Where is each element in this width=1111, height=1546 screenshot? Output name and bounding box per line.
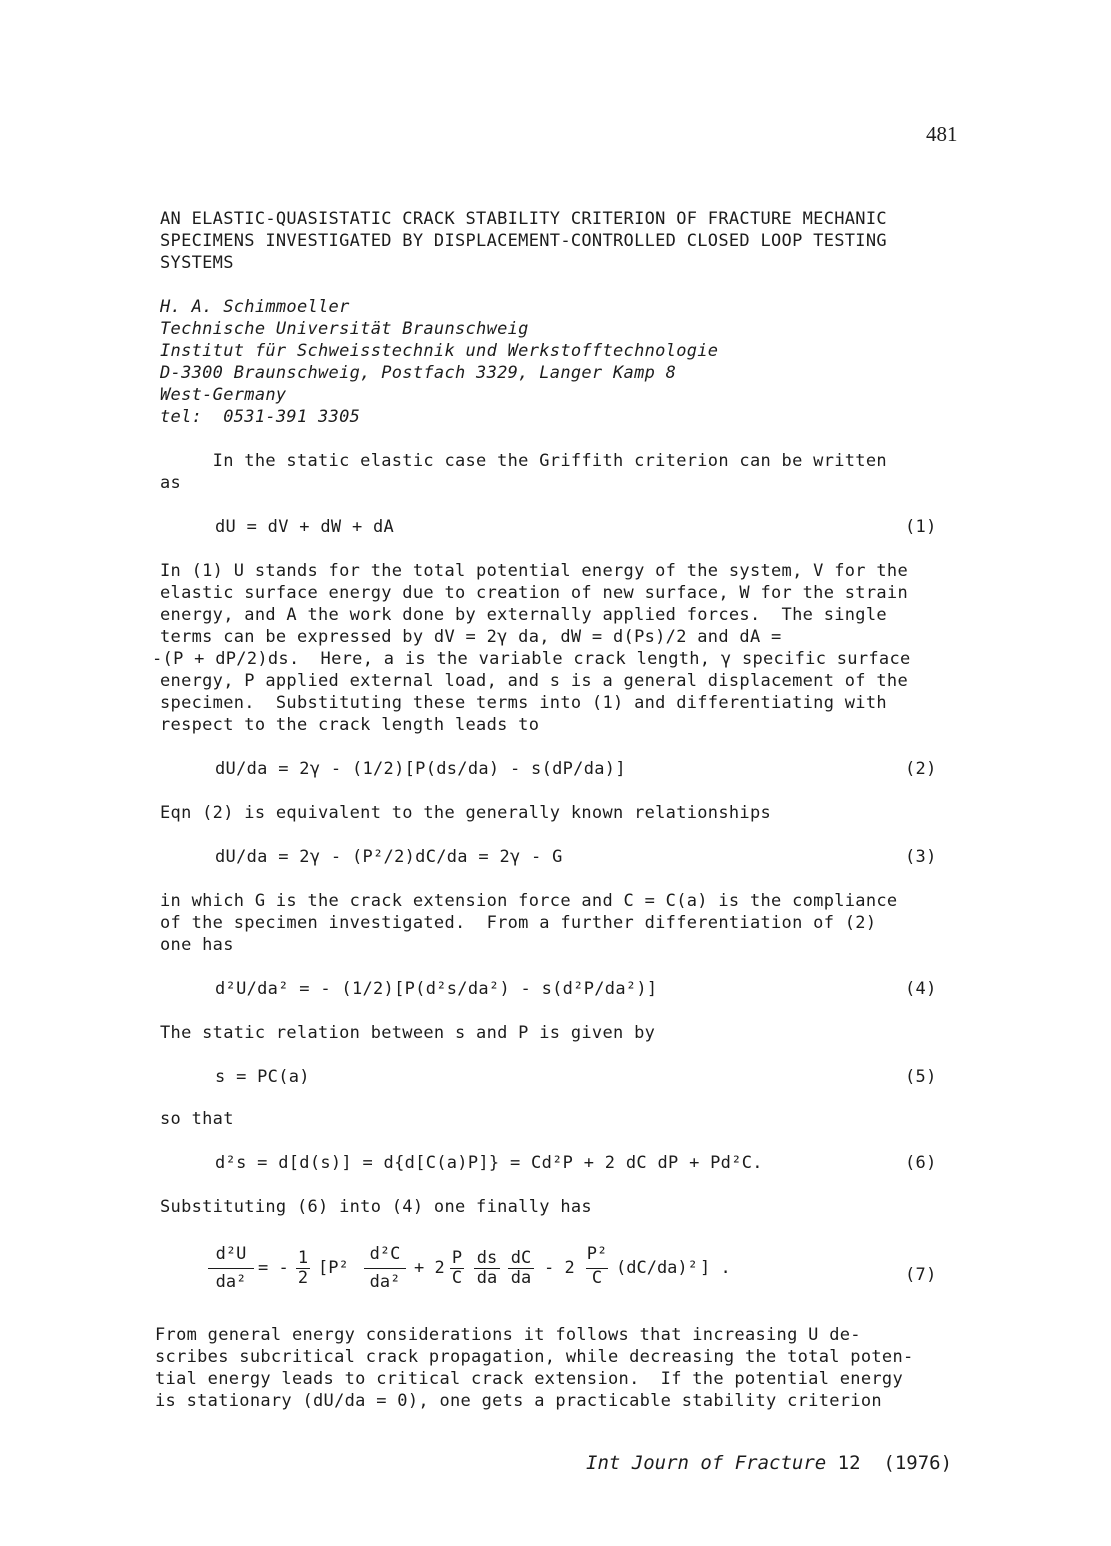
affiliation-line-4: West-Germany xyxy=(160,385,287,405)
para1-line-1: In (1) U stands for the total potential energy of the system, V for the xyxy=(160,561,908,581)
eq7-plus-two: + 2 xyxy=(414,1258,445,1278)
eq7-d2c-bar xyxy=(364,1268,406,1269)
equation-6-number: (6) xyxy=(905,1153,937,1173)
para1-line-3: energy, and A the work done by externally applied forces. The single xyxy=(160,605,887,625)
affiliation-line-1: Technische Universität Braunschweig xyxy=(160,319,529,339)
title-line-2: SPECIMENS INVESTIGATED BY DISPLACEMENT-CONTROLLED CLOSED LOOP TESTING xyxy=(160,231,887,251)
para1-line-8: respect to the crack length leads to xyxy=(160,715,540,735)
para7-line-3: tial energy leads to critical crack extension. If the potential energy xyxy=(155,1369,903,1389)
para3-line-3: one has xyxy=(160,935,234,955)
equation-2-number: (2) xyxy=(905,759,937,779)
para3-line-2: of the specimen investigated. From a further differentiation of (2) xyxy=(160,913,877,933)
affiliation-line-5: tel: 0531-391 3305 xyxy=(160,407,361,427)
eq7-half-numerator: 1 xyxy=(297,1248,309,1268)
para1-line-7: specimen. Substituting these terms into (1) and differentiating with xyxy=(160,693,887,713)
para2: Eqn (2) is equivalent to the generally known relationships xyxy=(160,803,772,823)
eq7-lhs-denominator: da² xyxy=(215,1272,247,1292)
footer-citation xyxy=(586,1452,952,1474)
eq7-p2-numerator: P² xyxy=(586,1244,608,1264)
footer-journal: Int Journ of Fracture xyxy=(586,1452,827,1474)
eq7-bracket-open: [P² xyxy=(318,1258,349,1278)
eq7-c-denominator: C xyxy=(451,1268,463,1288)
para1-line-5: -(P + dP/2)ds. Here, a is the variable crack length, γ specific surface xyxy=(152,649,911,669)
eq7-p-numerator: P xyxy=(451,1248,463,1268)
eq7-da-denominator-2: da xyxy=(510,1268,532,1288)
eq7-c-denominator-2: C xyxy=(591,1268,603,1288)
equation-4-number: (4) xyxy=(905,979,937,999)
para5: so that xyxy=(160,1109,234,1129)
equation-2: dU/da = 2γ - (1/2)[P(ds/da) - s(dP/da)] xyxy=(215,759,626,779)
eq7-minus-two: - 2 xyxy=(544,1258,575,1278)
eq7-equals-minus: = - xyxy=(258,1258,289,1278)
eq7-lhs-bar xyxy=(208,1268,254,1269)
affiliation-line-3: D-3300 Braunschweig, Postfach 3329, Langer Kamp 8 xyxy=(160,363,677,383)
para1-line-4: terms can be expressed by dV = 2γ da, dW = d(Ps)/2 and dA = xyxy=(160,627,782,647)
equation-4: d²U/da² = - (1/2)[P(d²s/da²) - s(d²P/da²)] xyxy=(215,979,658,999)
eq7-d2c-numerator: d²C xyxy=(369,1244,401,1264)
para1-line-2: elastic surface energy due to creation of new surface, W for the strain xyxy=(160,583,908,603)
eq7-da-denominator-1: da xyxy=(476,1268,498,1288)
eq7-lhs-numerator: d²U xyxy=(215,1244,247,1264)
intro-line-2: as xyxy=(160,473,182,493)
title-line-1: AN ELASTIC-QUASISTATIC CRACK STABILITY CRITERION OF FRACTURE MECHANIC xyxy=(160,209,887,229)
page-number: 481 xyxy=(926,122,958,146)
para4: The static relation between s and P is given by xyxy=(160,1023,656,1043)
affiliation-line-2: Institut für Schweisstechnik und Werkstofftechnologie xyxy=(160,341,719,361)
equation-3-number: (3) xyxy=(905,847,937,867)
equation-7-number: (7) xyxy=(905,1265,937,1285)
title-line-3: SYSTEMS xyxy=(160,253,234,273)
eq7-half-denominator: 2 xyxy=(297,1268,309,1288)
eq7-bracket-close: ] . xyxy=(700,1258,731,1278)
equation-1-number: (1) xyxy=(905,517,937,537)
author-name: H. A. Schimmoeller xyxy=(160,297,350,317)
intro-line-1: In the static elastic case the Griffith criterion can be written xyxy=(160,451,887,471)
eq7-dcda-squared: (dC/da)² xyxy=(616,1258,698,1278)
equation-5: s = PC(a) xyxy=(215,1067,310,1087)
eq7-dc-numerator: dC xyxy=(510,1248,532,1268)
equation-1: dU = dV + dW + dA xyxy=(215,517,395,537)
equation-3: dU/da = 2γ - (P²/2)dC/da = 2γ - G xyxy=(215,847,563,867)
eq7-d2c-denominator: da² xyxy=(369,1272,401,1292)
footer-volume-year: 12 (1976) xyxy=(837,1452,953,1474)
para7-line-2: scribes subcritical crack propagation, while decreasing the total poten- xyxy=(155,1347,914,1367)
equation-6: d²s = d[d(s)] = d{d[C(a)P]} = Cd²P + 2 dC dP + Pd²C. xyxy=(215,1153,763,1173)
equation-5-number: (5) xyxy=(905,1067,937,1087)
para1-line-6: energy, P applied external load, and s is a general displacement of the xyxy=(160,671,908,691)
para7-line-1: From general energy considerations it follows that increasing U de- xyxy=(155,1325,861,1345)
para7-line-4: is stationary (dU/da = 0), one gets a practicable stability criterion xyxy=(155,1391,882,1411)
eq7-ds-numerator: ds xyxy=(476,1248,498,1268)
para6: Substituting (6) into (4) one finally has xyxy=(160,1197,592,1217)
para3-line-1: in which G is the crack extension force and C = C(a) is the compliance xyxy=(160,891,898,911)
